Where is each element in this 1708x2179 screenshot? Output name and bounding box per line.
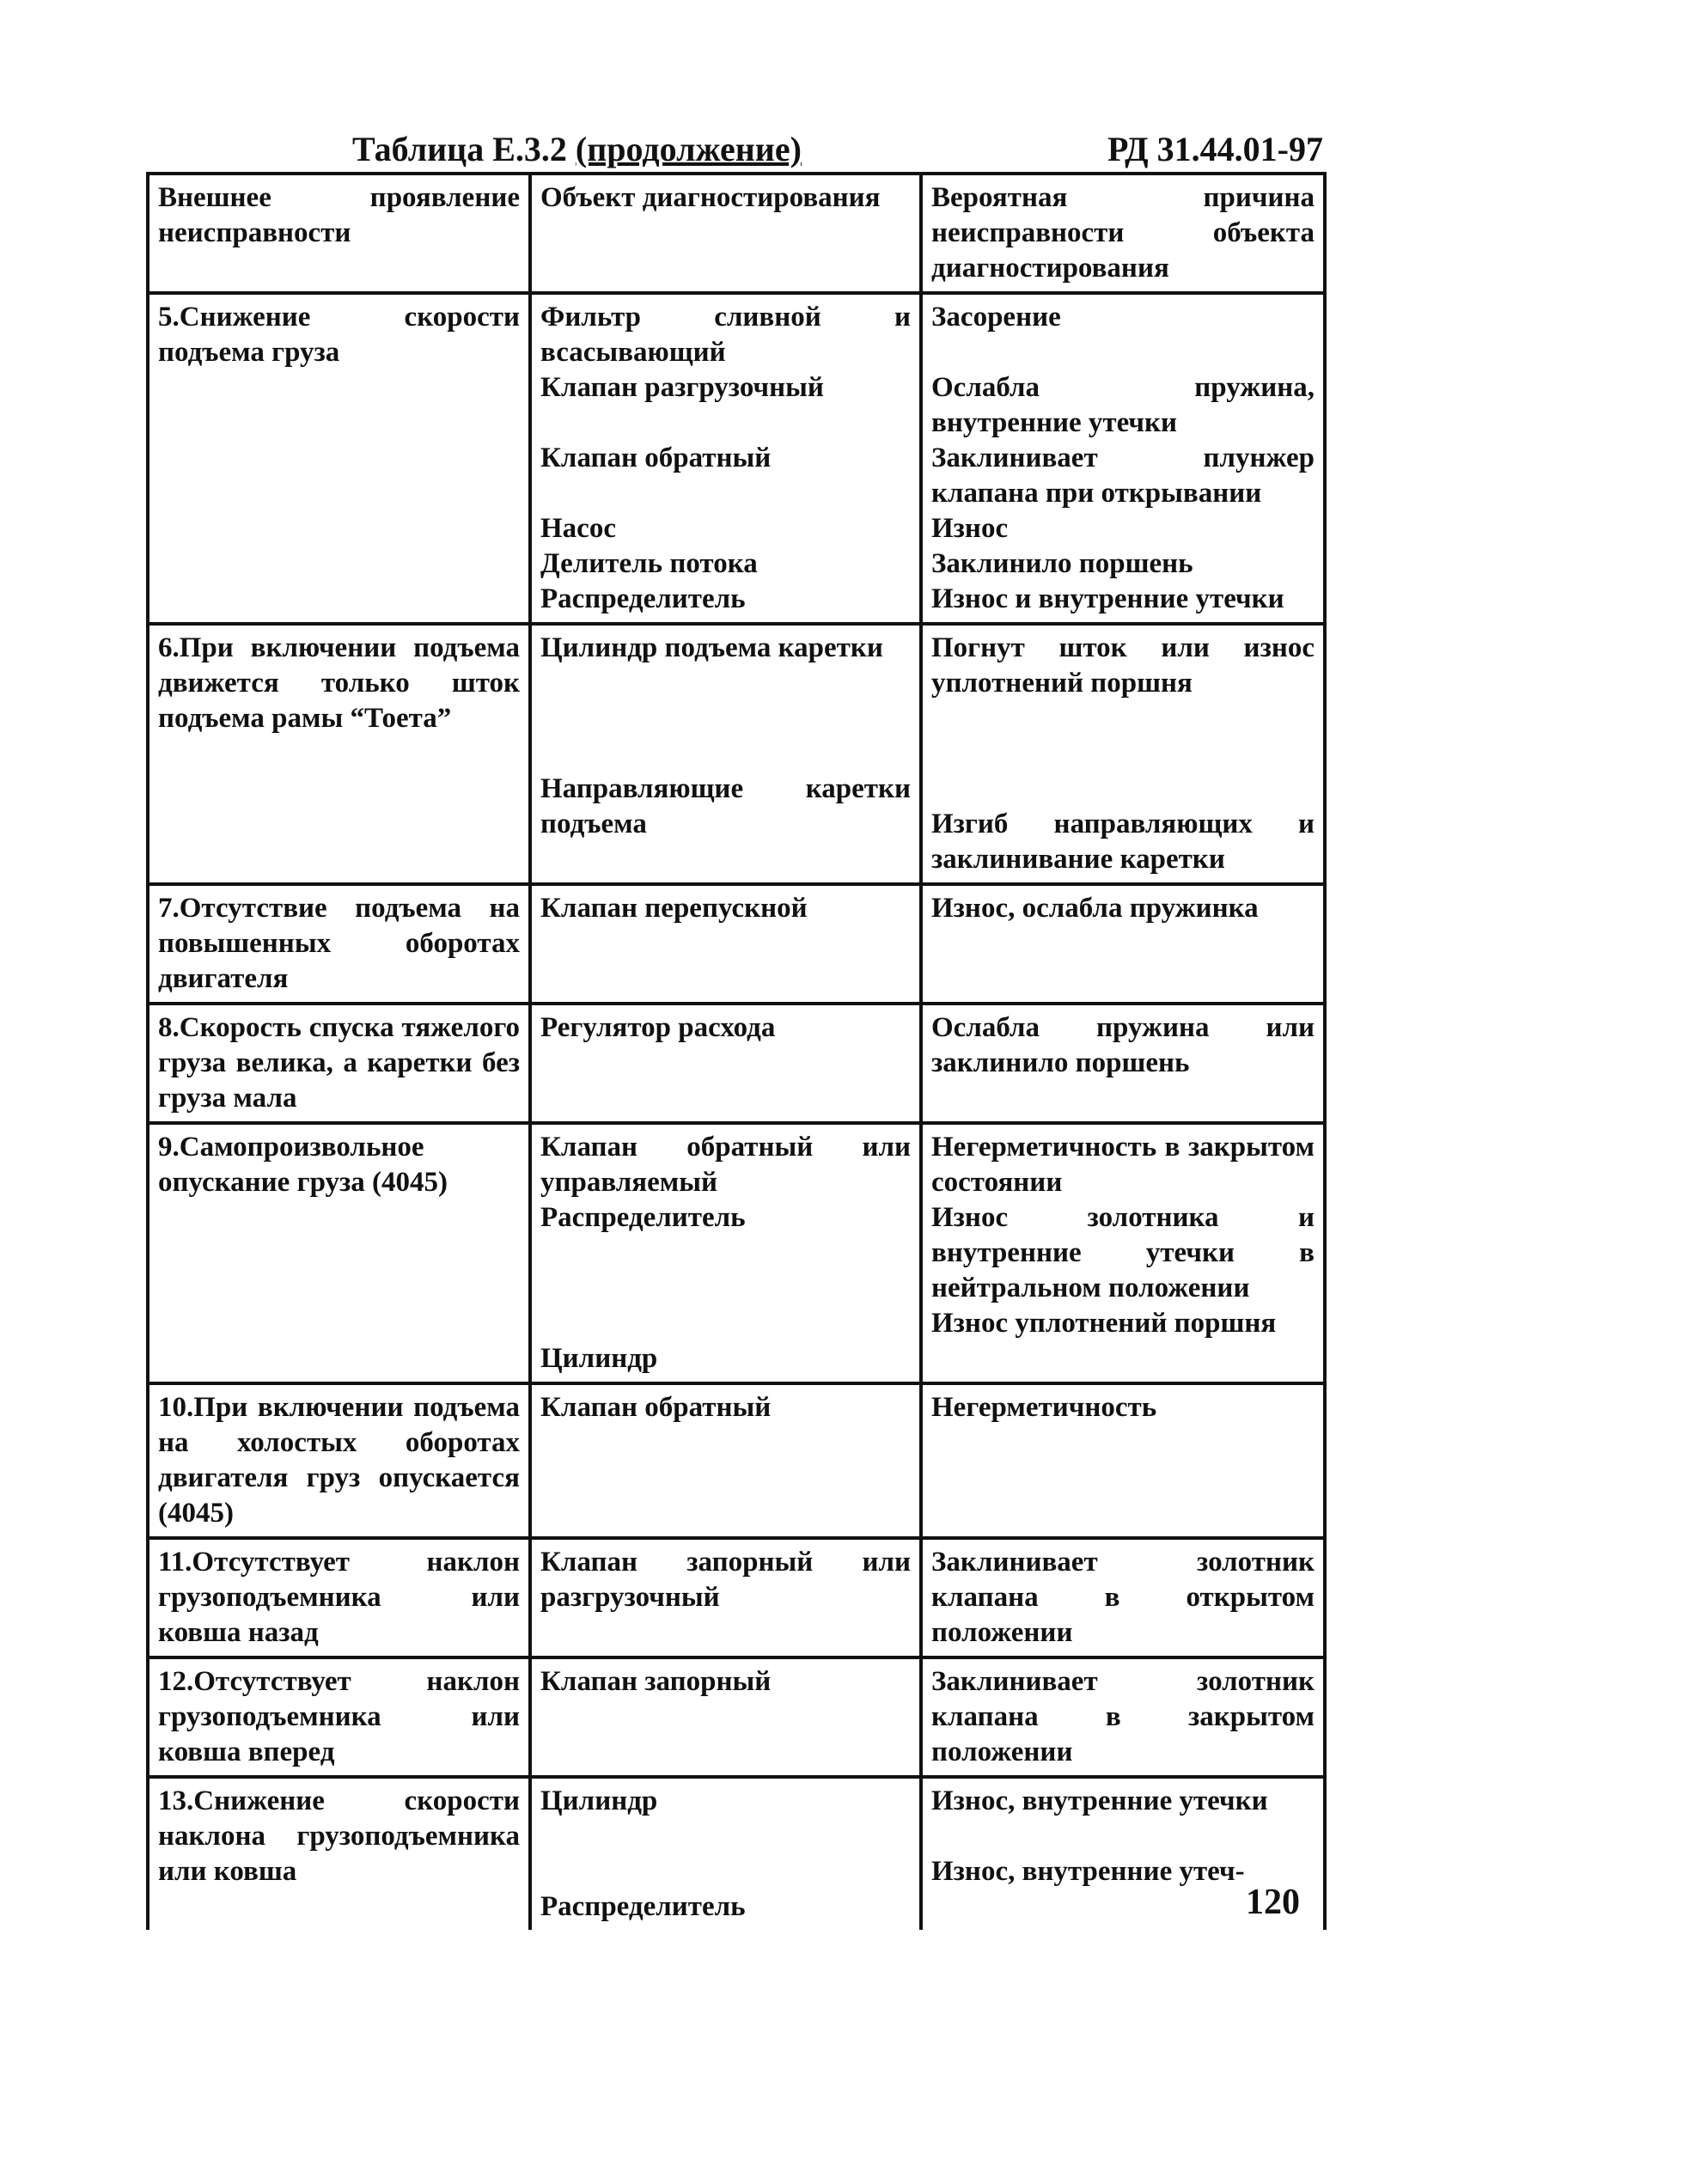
- symptom-cell: 12.Отсутствует наклон грузоподъемника или ковша вперед: [148, 1657, 530, 1777]
- spacer: [931, 1819, 1315, 1854]
- object-line: Регулятор расхода: [540, 1012, 776, 1043]
- cause-line: Износ: [931, 513, 1009, 544]
- table-caption: [352, 129, 802, 169]
- object-line: Цилиндр: [540, 1785, 658, 1816]
- cause-cell: [921, 1657, 1325, 1777]
- spacer: [540, 1271, 911, 1306]
- symptom-cell: 9.Самопроизвольное опускание груза (4045): [148, 1123, 530, 1383]
- table-row: [148, 293, 1325, 624]
- spacer: [540, 1854, 911, 1889]
- spacer: [540, 1236, 911, 1271]
- object-line: Распределитель: [540, 1202, 746, 1233]
- object-line: Насос: [540, 513, 616, 544]
- spacer: [540, 1819, 911, 1854]
- object-line: Клапан запорный или разгрузочный: [540, 1547, 911, 1613]
- symptom-cell: 5.Снижение скорости подъема груза: [148, 293, 530, 624]
- object-cell: [530, 624, 921, 884]
- table-row: [148, 1657, 1325, 1777]
- cause-line: Износ и внутренние утечки: [931, 583, 1284, 614]
- object-line: Делитель потока: [540, 548, 758, 579]
- symptom-cell: 7.Отсутствие подъема на повышенных оборотах двигателя: [148, 884, 530, 1004]
- object-line: Фильтр сливной и всасывающий: [540, 302, 911, 368]
- symptom-cell: 10.При включении подъема на холостых оборотах двигателя груз опускается (4045): [148, 1383, 530, 1538]
- cause-cell: [921, 1383, 1325, 1538]
- spacer: [931, 736, 1315, 772]
- cause-line: Ослабла пружина или заклинило поршень: [931, 1012, 1315, 1078]
- object-line: Клапан обратный: [540, 1392, 772, 1423]
- caption-continuation: (продолжение): [575, 130, 802, 168]
- object-cell: [530, 1383, 921, 1538]
- cause-line: Износ, ослабла пружинка: [931, 893, 1259, 924]
- cause-line: Негерметичность: [931, 1392, 1157, 1423]
- spacer: [931, 772, 1315, 807]
- object-cell: [530, 1123, 921, 1383]
- object-cell: [530, 293, 921, 624]
- cause-line: Засорение: [931, 302, 1061, 333]
- object-cell: [530, 1657, 921, 1777]
- column-header-object: Объект диагностирования: [530, 174, 921, 293]
- cause-line: Ослабла пружина, внутренние утечки: [931, 372, 1315, 438]
- symptom-cell: 11.Отсутствует наклон грузоподъемника или ковша назад: [148, 1538, 530, 1657]
- diagnostics-table: [146, 172, 1327, 1930]
- cause-line: Заклинивает плунжер клапана при открывании: [931, 443, 1315, 509]
- object-line: Клапан перепускной: [540, 893, 808, 924]
- cause-cell: [921, 1004, 1325, 1123]
- object-cell: [530, 1777, 921, 1930]
- object-line: Клапан запорный: [540, 1666, 772, 1697]
- column-header-symptom: Внешнее проявление неисправности: [148, 174, 530, 293]
- cause-line: Заклинивает золотник клапана в открытом положении: [931, 1547, 1315, 1648]
- table-header-line: [146, 129, 1323, 172]
- spacer: [540, 406, 911, 441]
- cause-line: Заклинило поршень: [931, 548, 1193, 579]
- cause-line: Погнут шток или износ уплотнений поршня: [931, 632, 1315, 699]
- spacer: [540, 476, 911, 511]
- table-row: [148, 884, 1325, 1004]
- cause-cell: [921, 884, 1325, 1004]
- document-number: РД 31.44.01-97: [1107, 130, 1323, 168]
- spacer: [540, 701, 911, 736]
- spacer: [931, 335, 1315, 370]
- object-line: Цилиндр: [540, 1343, 658, 1374]
- table-row: [148, 1383, 1325, 1538]
- object-line: Распределитель: [540, 583, 746, 614]
- object-line: Направляющие каретки подъема: [540, 773, 911, 839]
- object-line: Цилиндр подъема каретки: [540, 632, 883, 663]
- symptom-cell: 6.При включении подъема движется только шток подъема рамы “Тоета”: [148, 624, 530, 884]
- cause-cell: [921, 1538, 1325, 1657]
- table-row: [148, 624, 1325, 884]
- column-header-cause: Вероятная причина неисправности объекта диагностирования: [921, 174, 1325, 293]
- cause-cell: [921, 293, 1325, 624]
- table-row: [148, 1777, 1325, 1930]
- cause-line: Износ золотника и внутренние утечки в нейтральном положении: [931, 1202, 1315, 1303]
- cause-line: Негерметичность в закрытом состоянии: [931, 1132, 1315, 1198]
- spacer: [540, 1306, 911, 1341]
- cause-cell: [921, 624, 1325, 884]
- symptom-cell: 13.Снижение скорости наклона грузоподъемника или ковша: [148, 1777, 530, 1930]
- table-row: [148, 1004, 1325, 1123]
- cause-line: Изгиб направляющих и заклинивание каретки: [931, 809, 1315, 875]
- cause-line: Износ уплотнений поршня: [931, 1308, 1277, 1339]
- cause-line: Заклинивает золотник клапана в закрытом положении: [931, 1666, 1315, 1767]
- table-row: [148, 1123, 1325, 1383]
- object-cell: [530, 884, 921, 1004]
- table-header-row: [148, 174, 1325, 293]
- object-line: Клапан разгрузочный: [540, 372, 824, 403]
- object-cell: [530, 1004, 921, 1123]
- cause-line: Износ, внутренние утечки: [931, 1785, 1268, 1816]
- spacer: [931, 701, 1315, 736]
- symptom-cell: 8.Скорость спуска тяжелого груза велика, а каретки без груза мала: [148, 1004, 530, 1123]
- page-number: 120: [1246, 1883, 1300, 1922]
- table-row: [148, 1538, 1325, 1657]
- caption-prefix: Таблица Е.3.2: [352, 130, 576, 168]
- cause-cell: [921, 1123, 1325, 1383]
- object-line: Клапан обратный или управляемый: [540, 1132, 911, 1198]
- spacer: [540, 666, 911, 701]
- cause-line: Износ, внутренние утеч-: [931, 1856, 1245, 1887]
- spacer: [540, 736, 911, 772]
- object-line: Клапан обратный: [540, 443, 772, 473]
- object-cell: [530, 1538, 921, 1657]
- object-line: Распределитель: [540, 1891, 746, 1922]
